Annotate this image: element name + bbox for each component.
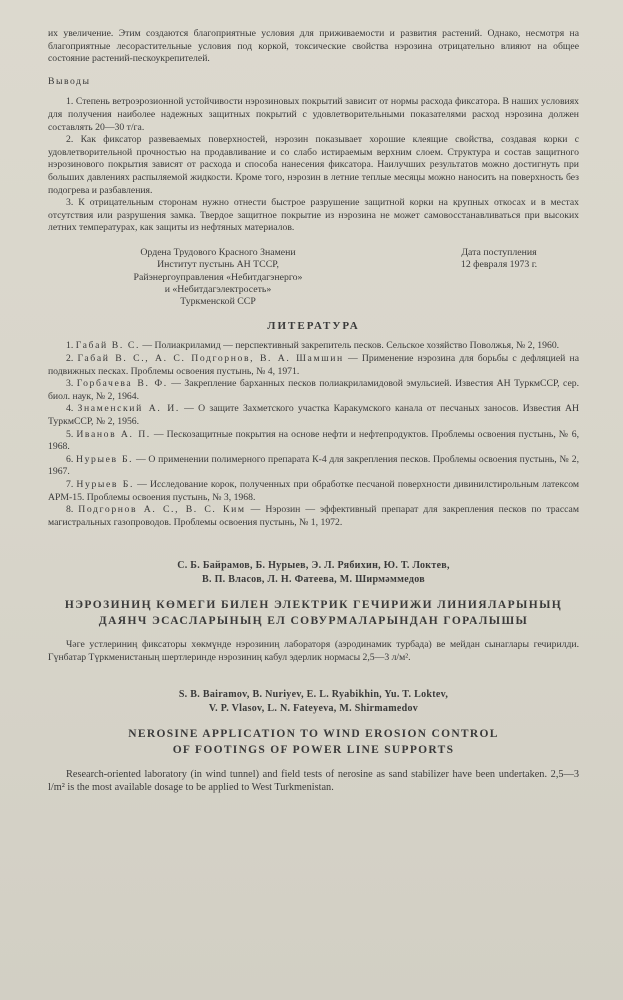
- institution: [48, 247, 378, 308]
- title-line: НЭРОЗИНИҢ КӨМЕГИ БИЛЕН ЭЛЕКТРИК ГЕЧИРИЖИ ЛИНИЯЛАРЫНЫҢ: [64, 599, 563, 612]
- ref-text: — Закрепление барханных песков полиакриламидовой эмульсией. Известия АН ТуркмССР, сер. биол. наук, № 2, 1964.: [48, 378, 580, 402]
- title-line: OF FOOTINGS OF POWER LINE SUPPORTS: [172, 744, 455, 757]
- institution-line: Райэнергоуправления «Небитдагэнерго»: [133, 271, 303, 283]
- ref-text: — Полиакриламид — перспективный закрепитель песков. Сельское хозяйство Поволжья, № 2, 1960.: [142, 340, 560, 352]
- ref-num: 8.: [66, 504, 74, 516]
- turkmen-title: [48, 597, 579, 629]
- author-line: В. П. Власов, Л. Н. Фатеева, М. Ширмәммедов: [202, 574, 425, 586]
- title-line: ДАЯНЧ ЭСАСЛАРЫНЫҢ ЕЛ СОВУРМАЛАРЫНДАН ГОРАЛЫШЫ: [98, 615, 529, 628]
- conclusion-item-3: 3. К отрицательным сторонам нужно отнести быстрое разрушение защитной корки на крупных откосах и в местах отсутствия или разрушения замка. Твердое защитное покрытие из нэрозина не может самовосстанавливаться при высоких летних температурах, как защиты из нефтяных материалов.: [48, 197, 579, 234]
- conclusions-heading: Выводы: [48, 75, 91, 87]
- received-date-block: [419, 247, 579, 308]
- ref-num: 5.: [66, 428, 74, 440]
- ref-text: — Нэрозин — эффективный препарат для закрепления песков по трассам магистральных газопроводов. Проблемы освоения пустынь, № 1, 1972.: [48, 504, 579, 528]
- ref-author: Габай В. С.: [75, 340, 140, 352]
- institution-line: и «Небитдагэлектросеть»: [164, 283, 272, 295]
- intro-paragraph: их увеличение. Этим создаются благоприятные условия для приживаемости и развития растений. Однако, несмотря на благоприятные лесорастительные условия под коркой, токсические свойства нэрозина отрицательно влияют на общее состояние растений-пескоукрепителей.: [48, 28, 579, 65]
- literature-section: [48, 320, 579, 529]
- ref-author: Горбачева В. Ф.: [76, 378, 168, 390]
- conclusion-item-1: 1. Степень ветроэрозионной устойчивости нэрозиновых покрытий зависит от нормы расхода фиксатора. В наших условиях для получения наиболее надежных защитных покрытий с удовлетворительными показателями расход нэрозина должен составлять 20—30 т/га.: [48, 96, 579, 133]
- institution-line: Туркменской ССР: [180, 296, 256, 308]
- received-label: Дата поступления: [461, 246, 537, 258]
- conclusions-section: [48, 76, 579, 235]
- ref-author: Знаменский А. И.: [77, 403, 180, 415]
- affiliation-block: [48, 247, 579, 308]
- ref-text: — О защите Захметского участка Каракумского канала от песчаных заносов. Известия АН ТуркмССР, № 2, 1956.: [48, 403, 580, 427]
- reference-item: [48, 378, 579, 403]
- author-line: V. P. Vlasov, L. N. Fateyeva, M. Shirmamedov: [208, 703, 419, 715]
- english-summary: [48, 688, 579, 794]
- ref-text: — Применение нэрозина для борьбы с дефляцией на подвижных песках. Проблемы освоения пустынь, № 4, 1971.: [48, 352, 580, 377]
- reference-item: [48, 429, 579, 454]
- turkmen-abstract: Чәге устлериниң фиксаторы хөкмүнде нэрозиниң лабораторя (аэродинамик турбада) ве мейдан сынаглары гечирилди. Гүнбатар Түркменистаның шертлеринде нэрозиниң кабул эдерлик нормасы 2,5—3 л/м².: [48, 639, 579, 663]
- ref-author: Нурыев Б.: [76, 478, 134, 490]
- literature-heading: ЛИТЕРАТУРА: [267, 320, 360, 333]
- ref-text: — Пескозащитные покрытия на основе нефти и нефтепродуктов. Проблемы освоения пустынь, № 6, 1968.: [48, 428, 579, 453]
- ref-num: 3.: [66, 378, 74, 390]
- ref-author: Иванов А. П.: [76, 428, 151, 440]
- ref-num: 2.: [66, 352, 74, 364]
- author-line: С. Б. Байрамов, Б. Нурыев, Э. Л. Рябихин, Ю. Т. Локтев,: [177, 560, 450, 572]
- conclusion-item-2: 2. Как фиксатор развеваемых поверхностей, нэрозин показывает хорошие клеящие свойства, создавая корки с удовлетворительной прочностью на продавливание и со слабо истираемым верхним слоем. Структура и состав защитного нэрозинового покрытия зависят от расхода и способа нанесения фиксатора. Наилучших результатов можно достигнуть при больших давлениях распыляемой жидкости. Кроме того, нэрозин в летние теплые месяцы можно наносить на поверхность без подогрева и разбавления.: [48, 134, 579, 196]
- ref-text: — О применении полимерного препарата К-4 для закрепления песков. Проблемы освоения пустынь, № 2, 1967.: [48, 453, 580, 478]
- title-line: NEROSINE APPLICATION TO WIND EROSION CONTROL: [128, 728, 499, 741]
- ref-num: 4.: [66, 403, 74, 415]
- ref-text: — Исследование корок, полученных при обработке песчаной поверхности дивинилстирольным латексом АРМ-15. Проблемы освоения пустынь, № 3, 1968.: [48, 478, 580, 503]
- turkmen-authors: [48, 559, 579, 587]
- ref-num: 6.: [66, 453, 74, 465]
- reference-item: [48, 353, 579, 378]
- english-title: [48, 726, 579, 758]
- author-line: S. B. Bairamov, B. Nuriyev, E. L. Ryabikhin, Yu. T. Loktev,: [178, 689, 449, 701]
- english-abstract: Research-oriented laboratory (in wind tunnel) and field tests of nerosine as sand stabilizer have been undertaken. 2,5—3 l/m² is the most available dosage to be applied to West Turkmenistan.: [48, 769, 579, 794]
- reference-item: [48, 340, 579, 353]
- ref-author: Подгорнов А. С., В. С. Ким: [78, 504, 246, 516]
- reference-item: [48, 454, 579, 479]
- reference-list: [48, 340, 579, 529]
- ref-num: 1.: [66, 340, 74, 352]
- ref-num: 7.: [66, 478, 74, 490]
- turkmen-summary: [48, 559, 579, 664]
- english-authors: [48, 688, 579, 716]
- received-date: 12 февраля 1973 г.: [460, 259, 538, 271]
- institution-line: Институт пустынь АН ТССР,: [157, 259, 279, 271]
- reference-item: [48, 504, 579, 529]
- institution-line: Ордена Трудового Красного Знамени: [140, 246, 296, 258]
- ref-author: Габай В. С., А. С. Подгорнов, В. А. Шамшин: [77, 352, 344, 364]
- reference-item: [48, 479, 579, 504]
- ref-author: Нурыев Б.: [76, 453, 134, 465]
- reference-item: [48, 403, 579, 428]
